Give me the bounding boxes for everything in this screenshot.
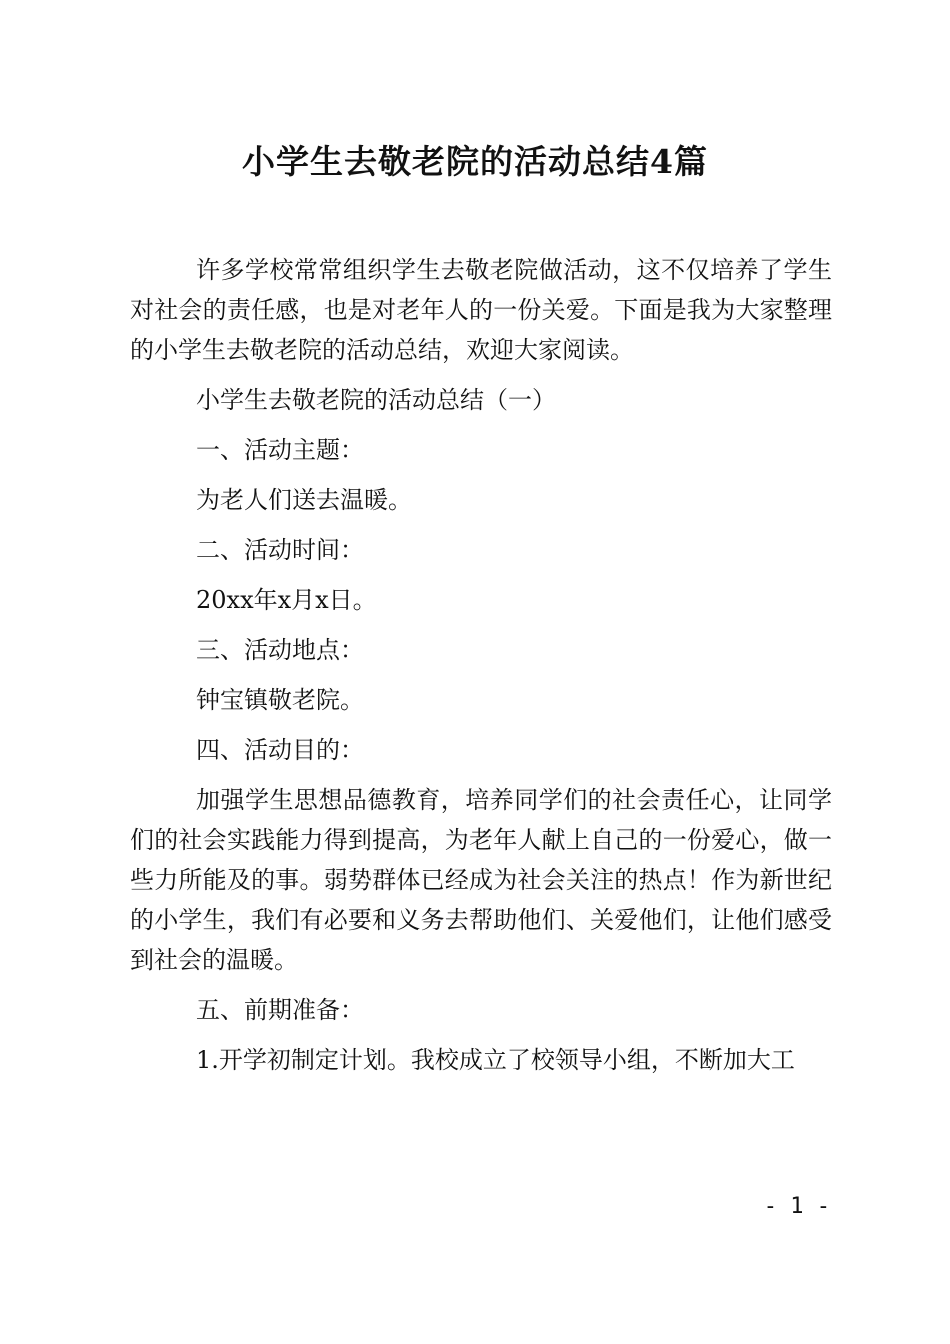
item-content-preparation: 1.开学初制定计划。我校成立了校领导小组，不断加大工 xyxy=(196,1046,795,1074)
item-content-theme: 为老人们送去温暖。 xyxy=(196,486,412,514)
item-heading-purpose: 四、活动目的： xyxy=(196,736,364,764)
document-title: 小学生去敬老院的活动总结4篇 xyxy=(242,142,708,181)
item-heading-theme: 一、活动主题： xyxy=(196,436,364,464)
item-heading-place: 三、活动地点： xyxy=(196,636,364,664)
page-number: - 1 - xyxy=(763,1194,830,1219)
item-content-purpose: 加强学生思想品德教育，培养同学们的社会责任心，让同学们的社会实践能力得到提高，为老年人献上自己的一份爱心，做一些力所能及的事。弱势群体已经成为社会关注的热点！作为新世纪的小学生，我们有必要和义务去帮助他们、关爱他们，让他们感受到社会的温暖。 xyxy=(130,786,832,974)
item-content-time: 20xx年x月x日。 xyxy=(196,586,377,614)
item-heading-preparation: 五、前期准备： xyxy=(196,996,364,1024)
item-heading-time: 二、活动时间： xyxy=(196,536,364,564)
intro-paragraph: 许多学校常常组织学生去敬老院做活动，这不仅培养了学生对社会的责任感，也是对老年人的一份关爱。下面是我为大家整理的小学生去敬老院的活动总结，欢迎大家阅读。 xyxy=(130,256,832,364)
item-content-place: 钟宝镇敬老院。 xyxy=(196,686,364,714)
document-body xyxy=(130,250,832,1090)
section-heading: 小学生去敬老院的活动总结（一） xyxy=(196,386,556,414)
